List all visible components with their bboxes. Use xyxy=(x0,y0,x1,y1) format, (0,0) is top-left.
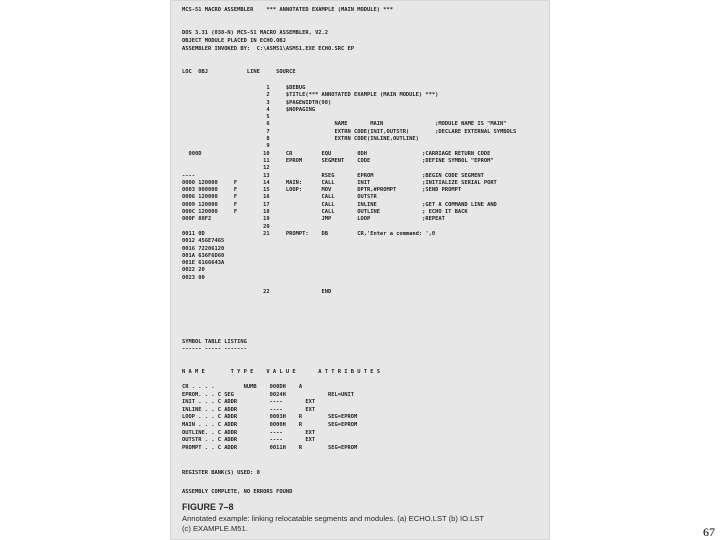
symbol-table-body xyxy=(182,384,357,452)
symbol-table-title: SYMBOL TABLE LISTING xyxy=(182,339,247,345)
assembly-complete-line: ASSEMBLY COMPLETE, NO ERRORS FOUND xyxy=(182,489,293,495)
listing-line: 5 xyxy=(182,114,270,121)
figure-caption xyxy=(182,514,542,534)
listing-line: 9 xyxy=(182,143,270,150)
listing-line: 0006 120000 F 16 CALL OUTSTR xyxy=(182,194,377,201)
listing-line: 3 $PAGEWIDTH(98) xyxy=(182,99,332,106)
listing-line: 0011 0D 21 PROMPT: DB CR,'Enter a command: ',0 xyxy=(182,230,436,237)
info-line: DOS 3.31 (038-N) MCS-51 MACRO ASSEMBLER, V2.2 xyxy=(182,30,329,36)
figure-label: FIGURE 7–8 xyxy=(182,502,234,512)
listing-line: 8 EXTRN CODE(INLINE,OUTLINE) xyxy=(182,136,419,143)
listing-line: 12 xyxy=(182,165,270,172)
listing-line: 7 EXTRN CODE(INIT,OUTSTR) ;DECLARE EXTERNAL SYMBOLS xyxy=(182,128,517,135)
register-bank-line: REGISTER BANK(S) USED: 0 xyxy=(182,470,260,476)
listing-line: 2 $TITLE(*** ANNOTATED EXAMPLE (MAIN MODULE) ***) xyxy=(182,92,439,99)
symbol-row: LOOP . . . C ADDR 0003H R SEG=EPROM xyxy=(182,414,358,421)
listing-line: ---- 13 RSEG EPROM ;BEGIN CODE SEGMENT xyxy=(182,172,484,179)
listing-line: 000D 10 CR EQU 0DH ;CARRIAGE RETURN CODE xyxy=(182,150,491,157)
listing-line: 0022 20 xyxy=(182,267,205,274)
listing-line: 0023 00 xyxy=(182,274,205,281)
scanned-page xyxy=(170,0,550,540)
info-line: OBJECT MODULE PLACED IN ECHO.OBJ xyxy=(182,38,286,44)
listing-line: 001E 6166643A xyxy=(182,260,225,267)
figure-caption-line-2: (c) EXAMPLE.M51. xyxy=(182,524,248,533)
listing-line: 0009 120000 F 17 CALL INLINE ;GET A COMMAND LINE AND xyxy=(182,201,497,208)
listing-line: 0016 72206120 xyxy=(182,245,225,252)
listing-line: 000F 80F2 19 JMP LOOP ;REPEAT xyxy=(182,216,445,223)
symbol-row: INIT . . . C ADDR ---- EXT xyxy=(182,399,316,406)
symbol-row: OUTSTR . . C ADDR ---- EXT xyxy=(182,437,316,444)
listing-line: 0012 456E7465 xyxy=(182,238,225,245)
symbol-row: EPROM. . . C SEG 0024H REL=UNIT xyxy=(182,391,355,398)
symbol-row: MAIN . . . C ADDR 0000H R SEG=EPROM xyxy=(182,421,358,428)
symbol-table-rule: ------ ----- ------- xyxy=(182,346,247,352)
symbol-row: CR . . . . NUMB 000DH A xyxy=(182,384,303,390)
listing-line: 20 xyxy=(182,223,270,230)
listing-line: 0003 900000 F 15 LOOP: MOV DPTR,#PROMPT ;SEND PROMPT xyxy=(182,187,462,194)
listing-line: 001A 636F6D60 xyxy=(182,252,225,259)
figure-caption-line-1: Annotated example: linking relocatable segments and modules. (a) ECHO.LST (b) IO.LST xyxy=(182,514,485,523)
listing-line: 1 $DEBUG xyxy=(182,85,306,91)
listing-line: 0000 120000 F 14 MAIN: CALL INIT ;INITIALIZE SERIAL PORT xyxy=(182,179,497,186)
listing-line xyxy=(182,282,516,289)
listing-line: 11 EPROM SEGMENT CODE ;DEFINE SYMBOL "EPROM" xyxy=(182,157,494,164)
info-line: ASSEMBLER INVOKED BY: C:\ASM51\ASM51.EXE ECHO.SRC EP xyxy=(182,46,355,52)
symbol-row: OUTLINE. . C ADDR ---- EXT xyxy=(182,429,316,436)
listing-line: 4 $NOPAGING xyxy=(182,106,316,113)
page-header: MCS-51 MACRO ASSEMBLER *** ANNOTATED EXAMPLE (MAIN MODULE) *** xyxy=(182,7,393,13)
symbol-row: INLINE . . C ADDR ---- EXT xyxy=(182,406,316,413)
listing-line: 000C 120000 F 18 CALL OUTLINE ; ECHO IT BACK xyxy=(182,209,468,216)
listing-body xyxy=(182,85,516,297)
symbol-table-header: N A M E T Y P E V A L U E A T T R I B U T E S xyxy=(182,369,380,375)
listing-line: 6 NAME MAIN ;MODULE NAME IS "MAIN" xyxy=(182,121,507,128)
symbol-row: PROMPT . . C ADDR 0011H R SEG=EPROM xyxy=(182,444,358,451)
page-number: 67 xyxy=(703,525,715,539)
listing-line: 22 END xyxy=(182,289,332,296)
listing-header: LOC OBJ LINE SOURCE xyxy=(182,69,296,75)
